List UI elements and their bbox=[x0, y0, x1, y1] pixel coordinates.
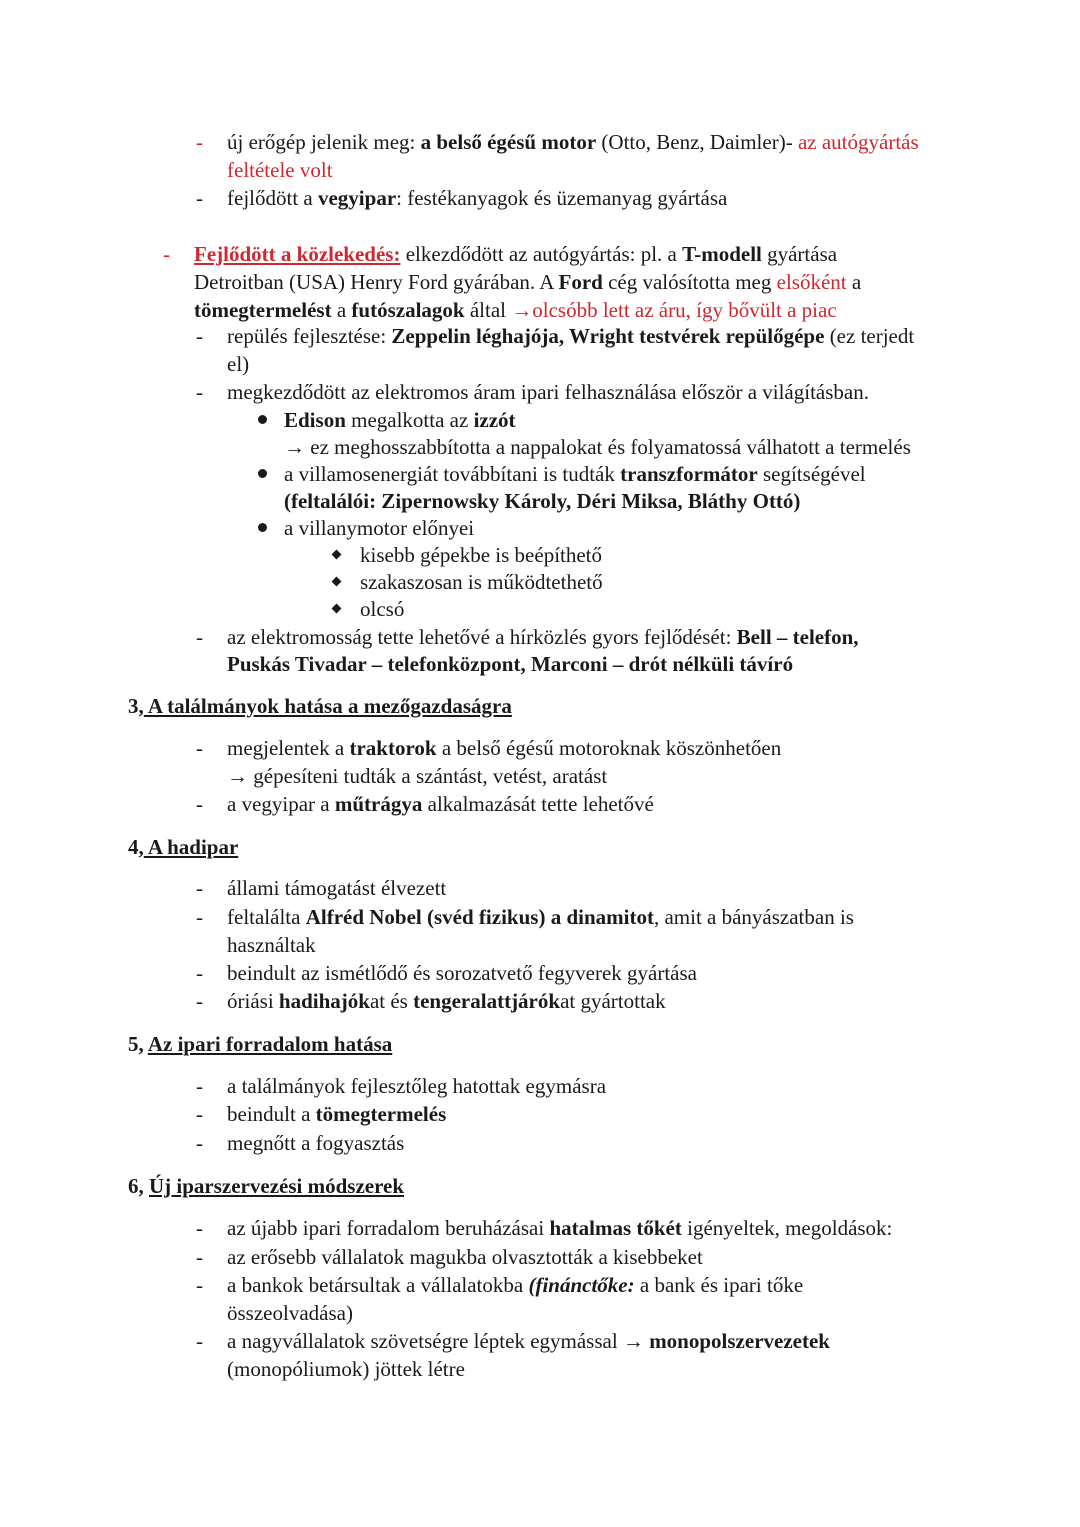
list-item-continuation: tömegtermelést a futószalagok által →olcsóbb lett az áru, így bővült a piac bbox=[194, 298, 837, 322]
list-dash: - bbox=[196, 1102, 203, 1126]
list-dash: - bbox=[196, 736, 203, 760]
sub-sub-list-item: szakaszosan is működtethető bbox=[360, 570, 603, 594]
list-item: az elektromosság tette lehetővé a hírközlés gyors fejlődését: Bell – telefon, bbox=[227, 625, 859, 649]
list-dash: - bbox=[196, 130, 203, 154]
list-item: a találmányok fejlesztőleg hatottak egymásra bbox=[227, 1074, 607, 1098]
list-item-continuation: el) bbox=[227, 352, 250, 376]
list-item-continuation: → gépesíteni tudták a szántást, vetést, aratást bbox=[227, 764, 608, 788]
sub-list-item: a villamosenergiát továbbítani is tudták transzformátor segítségével bbox=[284, 462, 866, 486]
sub-sub-list-item: kisebb gépekbe is beépíthető bbox=[360, 543, 603, 567]
list-dash: - bbox=[196, 961, 203, 985]
sub-list-item: a villanymotor előnyei bbox=[284, 516, 475, 540]
list-dash: - bbox=[163, 242, 170, 266]
list-item-continuation: (monopóliumok) jöttek létre bbox=[227, 1357, 465, 1381]
list-item: a nagyvállalatok szövetségre léptek egymással → monopolszervezetek bbox=[227, 1329, 830, 1353]
section-heading: 4, A hadipar bbox=[128, 835, 239, 859]
bullet-icon bbox=[258, 523, 267, 532]
list-dash: - bbox=[196, 324, 203, 348]
list-item-continuation: összeolvadása) bbox=[227, 1301, 353, 1325]
list-dash: - bbox=[196, 876, 203, 900]
list-dash: - bbox=[196, 1131, 203, 1155]
list-dash: - bbox=[196, 989, 203, 1013]
list-item-continuation: feltétele volt bbox=[227, 158, 333, 182]
list-dash: - bbox=[196, 380, 203, 404]
list-item: a bankok betársultak a vállalatokba (finánctőke: a bank és ipari tőke bbox=[227, 1273, 804, 1297]
sub-list-item-continuation: → ez meghosszabbította a nappalokat és folyamatossá válhatott a termelés bbox=[284, 435, 911, 459]
diamond-bullet-icon bbox=[332, 604, 342, 614]
list-item: megkezdődött az elektromos áram ipari felhasználása először a világításban. bbox=[227, 380, 869, 404]
diamond-bullet-icon bbox=[332, 550, 342, 560]
list-dash: - bbox=[196, 1245, 203, 1269]
list-item: Fejlődött a közlekedés: elkezdődött az autógyártás: pl. a T-modell gyártása bbox=[194, 242, 838, 266]
section-heading: 3, A találmányok hatása a mezőgazdaságra bbox=[128, 694, 512, 718]
list-item-continuation: használtak bbox=[227, 933, 316, 957]
list-item: az újabb ipari forradalom beruházásai hatalmas tőkét igényeltek, megoldások: bbox=[227, 1216, 893, 1240]
list-dash: - bbox=[196, 792, 203, 816]
list-item: beindult az ismétlődő és sorozatvető fegyverek gyártása bbox=[227, 961, 697, 985]
bullet-icon bbox=[258, 469, 267, 478]
list-dash: - bbox=[196, 1074, 203, 1098]
list-item-continuation: Puskás Tivadar – telefonközpont, Marconi – drót nélküli távíró bbox=[227, 652, 794, 676]
list-item: megjelentek a traktorok a belső égésű motoroknak köszönhetően bbox=[227, 736, 782, 760]
list-dash: - bbox=[196, 1216, 203, 1240]
list-dash: - bbox=[196, 905, 203, 929]
section-heading: 6, Új iparszervezési módszerek bbox=[128, 1174, 405, 1198]
list-item: az erősebb vállalatok magukba olvasztották a kisebbeket bbox=[227, 1245, 703, 1269]
sub-list-item: Edison megalkotta az izzót bbox=[284, 408, 516, 432]
list-item: repülés fejlesztése: Zeppelin léghajója, Wright testvérek repülőgépe (ez terjedt bbox=[227, 324, 915, 348]
list-item: megnőtt a fogyasztás bbox=[227, 1131, 405, 1155]
list-item: állami támogatást élvezett bbox=[227, 876, 447, 900]
sub-list-item-continuation: (feltalálói: Zipernowsky Károly, Déri Miksa, Bláthy Ottó) bbox=[284, 489, 801, 513]
list-item-continuation: Detroitban (USA) Henry Ford gyárában. A Ford cég valósította meg elsőként a bbox=[194, 270, 862, 294]
list-item: a vegyipar a műtrágya alkalmazását tette lehetővé bbox=[227, 792, 654, 816]
list-dash: - bbox=[196, 1329, 203, 1353]
list-item: beindult a tömegtermelés bbox=[227, 1102, 447, 1126]
list-dash: - bbox=[196, 1273, 203, 1297]
list-item: feltalálta Alfréd Nobel (svéd fizikus) a dinamitot, amit a bányászatban is bbox=[227, 905, 854, 929]
section-heading: 5, Az ipari forradalom hatása bbox=[128, 1032, 393, 1056]
bullet-icon bbox=[258, 415, 267, 424]
list-dash: - bbox=[196, 625, 203, 649]
list-item: fejlődött a vegyipar: festékanyagok és üzemanyag gyártása bbox=[227, 186, 728, 210]
list-item: óriási hadihajókat és tengeralattjárókat gyártottak bbox=[227, 989, 666, 1013]
diamond-bullet-icon bbox=[332, 577, 342, 587]
list-dash: - bbox=[196, 186, 203, 210]
list-item: új erőgép jelenik meg: a belső égésű motor (Otto, Benz, Daimler)- az autógyártás bbox=[227, 130, 919, 154]
sub-sub-list-item: olcsó bbox=[360, 597, 405, 621]
